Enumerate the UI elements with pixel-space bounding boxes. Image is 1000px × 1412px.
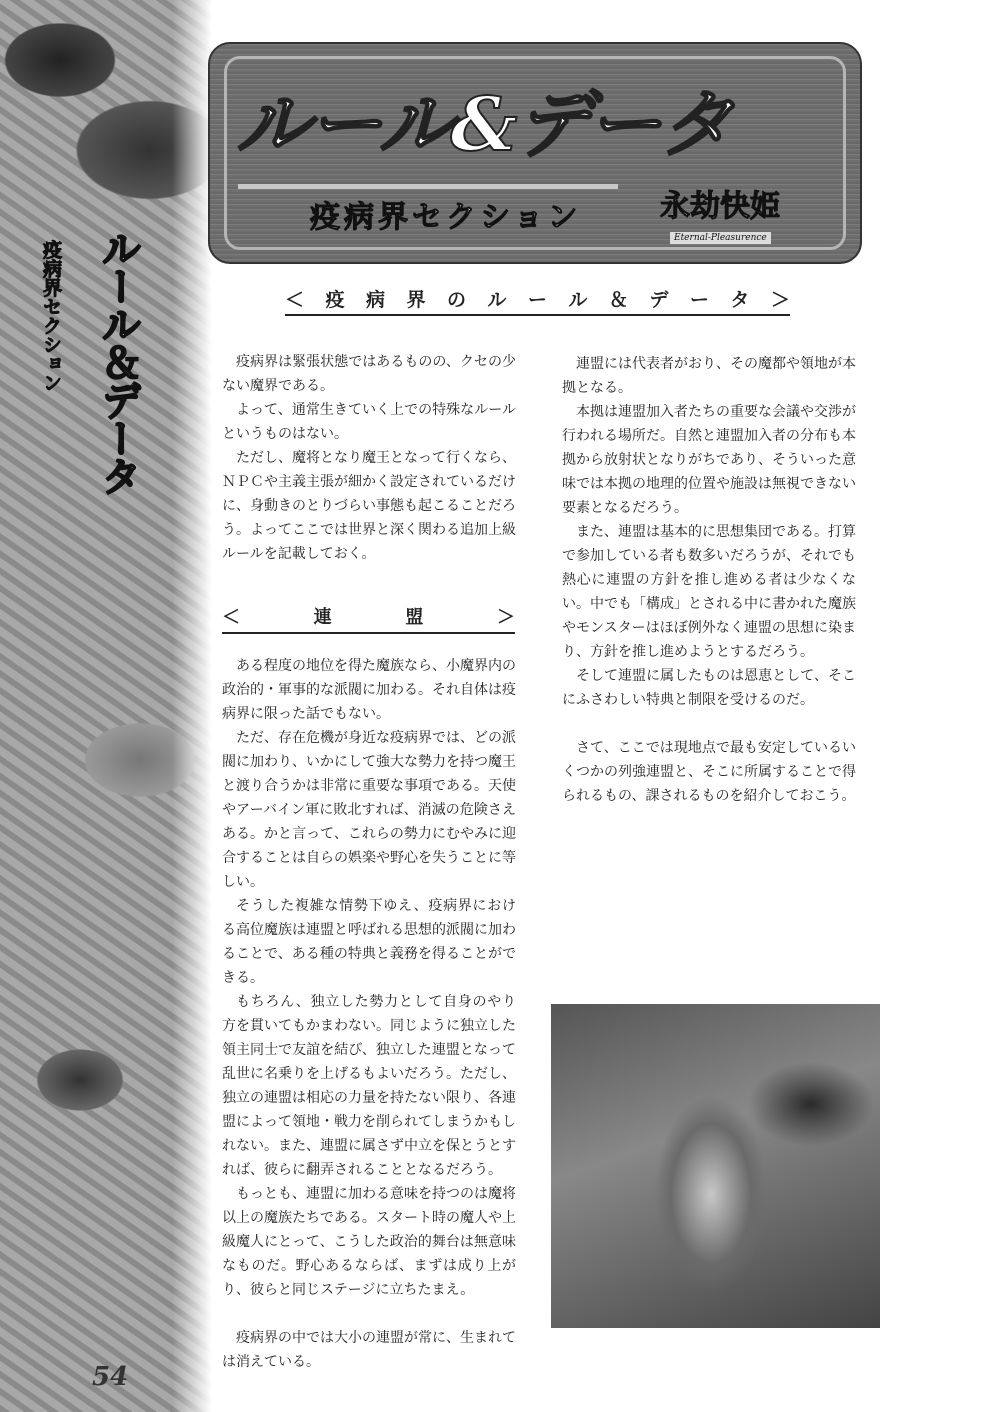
paragraph: ただし、魔将となり魔王となって行くなら、ＮＰＣや主義主張が細かく設定されているだけに、身動きのとりづらい事態も起こることだろう。よってここでは世界と深く関わる追加上級ルールを記載しておく。 [222,450,516,562]
sidebar-subtitle: 疫病界セクション [40,240,62,392]
paragraph: 疫病界は緊張状態ではあるものの、クセの少ない魔界である。 [222,354,516,394]
paragraph: 本拠は連盟加入者たちの重要な会議や交渉が行われる場所だ。自然と連盟加入者の分布も本拠から放射状となりがちであり、そういった意味では本拠の地理的位置や施設は無視できない要素となるだろう。 [562,404,856,516]
paragraph: ある程度の地位を得た魔族なら、小魔界内の政治的・軍事的な派閥に加わる。それ自体は疫病界に限った話でもない。 [222,658,516,722]
paragraph: そして連盟に属したものは恩恵として、そこにふさわしい特典と制限を受けるのだ。 [562,668,856,708]
heading-char: ル [568,289,588,311]
heading-char: ル [487,289,507,311]
heading-char: ＞ [770,289,790,311]
section-heading-alliance [222,606,515,634]
heading-char: 疫 [325,289,345,311]
heading-char: ー [527,289,547,311]
page-title: ルール&データ [236,82,732,168]
paragraph: ただ、存在危機が身近な疫病界では、どの派閥に加わり、いかにして強大な勢力を持つ魔王と渡り合うかは非常に重要な事項である。天使やアーバイン軍に敗北すれば、消滅の危険さえある。かと言って、これらの勢力にむやみに迎合することは自らの娯楽や野心を失うことに等しい。 [222,730,516,890]
section-heading-rules [285,288,790,316]
dark-lord-illustration [551,1004,880,1328]
sidebar-title: ルール＆データ [95,228,141,494]
paragraph: さて、ここでは現地点で最も安定しているいくつかの列強連盟と、そこに所属することで得られるもの、課されるものを紹介しておこう。 [562,740,856,804]
side-illustration [0,0,212,1412]
heading-char: ＞ [496,607,515,628]
logo-subtext: Eternal-Pleasurence [670,232,771,244]
page-subtitle: 疫病界セクション [310,200,582,235]
heading-char: 盟 [405,607,424,628]
heading-char: ＜ [285,289,305,311]
paragraph: また、連盟は基本的に思想集団である。打算で参加している者も数多いだろうが、それでも熱心に連盟の方針を推し進める者は少なくない。中でも「構成」とされる中に書かれた魔族やモンスターはほぼ例外なく連盟の思想に染まり、方針を推し進めようとするだろう。 [562,524,856,660]
page-number: 54 [92,1362,129,1392]
heading-char: の [446,289,466,311]
right-column-text [562,352,856,808]
paragraph: もっとも、連盟に加わる意味を持つのは魔将以上の魔族たちである。スタート時の魔人や上級魔人にとって、こうした政治的舞台は無意味なものだ。野心あるならば、まずは成り上がり、彼らと同じステージに立ちたまえ。 [222,1186,516,1298]
plaque-divider [238,184,618,189]
heading-char: タ [730,289,750,311]
paragraph: 疫病界の中では大小の連盟が常に、生まれては消えている。 [222,1330,516,1370]
alliance-text [222,654,516,1374]
heading-char: ＜ [222,607,240,628]
intro-text [222,350,516,566]
paragraph: もちろん、独立した勢力として自身のやり方を貫いてもかまわない。同じように独立した領主同士で友誼を結び、独立した連盟となって乱世に名乗りを上げるもよいだろう。ただし、独立の連盟は相応の力量を持たない限り、各連盟によって領地・戦力を削られてしまうかもしれない。また、連盟に属さず中立を保とうとすれば、彼らに翻弄されることとなるだろう。 [222,994,516,1178]
heading-char: 病 [365,289,385,311]
logo-text: 永劫快姫 [660,189,780,224]
heading-char: ー [689,289,709,311]
heading-char: ＆ [608,289,628,311]
paragraph: よって、通常生きていく上での特殊なルールというものはない。 [222,402,516,442]
paragraph: そうした複雑な情勢下ゆえ、疫病界における高位魔族は連盟と呼ばれる思想的派閥に加わることで、ある種の特典と義務を得ることができる。 [222,898,516,986]
paragraph: 連盟には代表者がおり、その魔都や領地が本拠となる。 [562,356,856,396]
heading-char: デ [649,289,669,311]
heading-char: 連 [313,607,332,628]
heading-char: 界 [406,289,426,311]
game-logo [660,190,830,248]
header-plaque [208,42,862,264]
